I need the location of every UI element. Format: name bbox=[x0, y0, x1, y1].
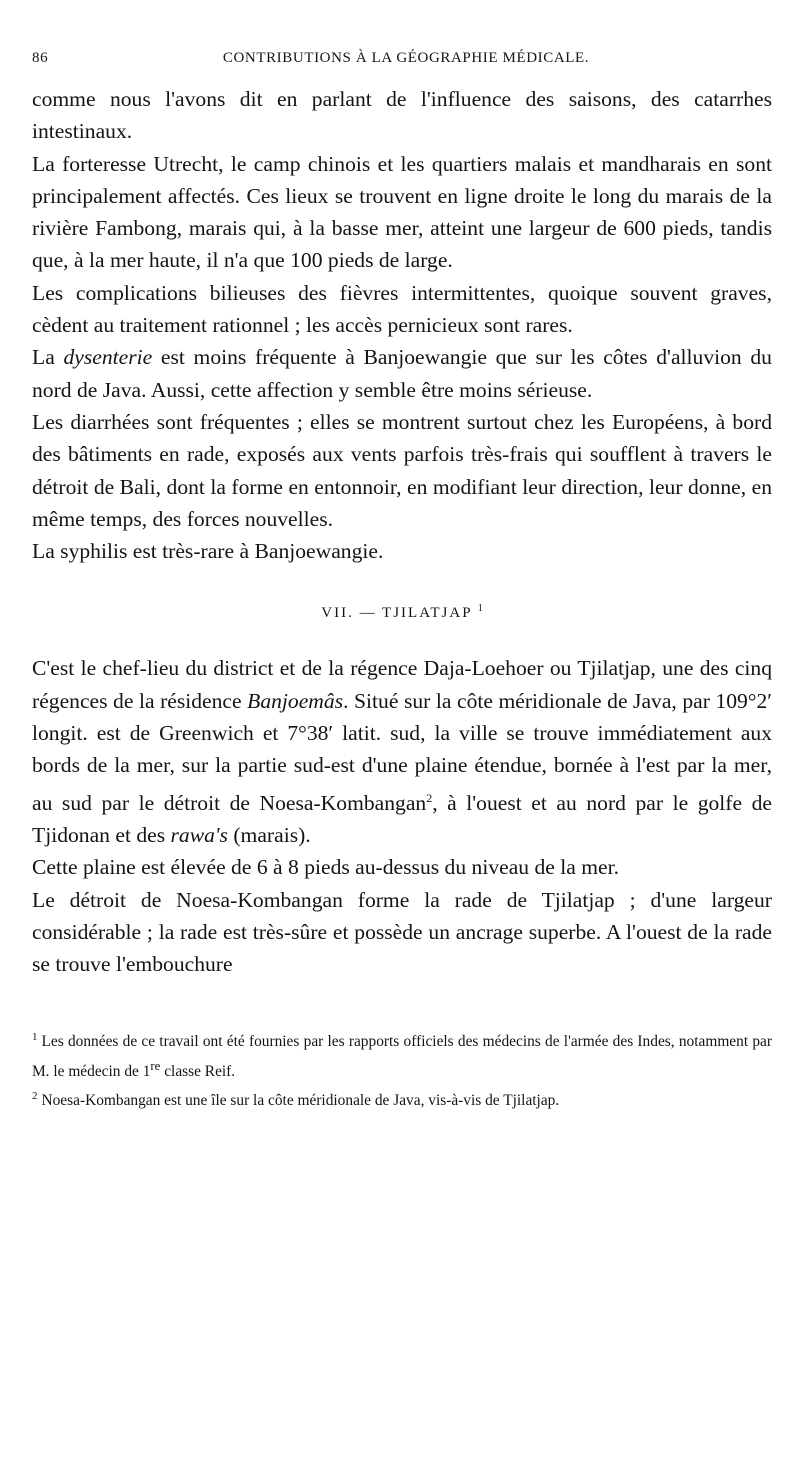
paragraph: Le détroit de Noesa-Kombangan forme la rade de Tjilatjap ; d'une largeur considérable ; la rade est très-sûre et possède un ancrage superbe. A l'ouest de la rade se trouve l'embouchure bbox=[32, 887, 772, 977]
text-span: est moins fréquente à Banjoewangie que sur les côtes d'alluvion du nord de Java. Aussi, cette affection y semble être moins sérieuse. bbox=[32, 345, 772, 402]
text-span: , à l'ouest et au nord par le golfe de Tjidonan et des bbox=[32, 790, 773, 848]
footnote-mark: 2 bbox=[32, 1089, 38, 1102]
footnote bbox=[32, 1025, 772, 1084]
paragraph: La syphilis est très-rare à Banjoewangie. bbox=[32, 539, 384, 564]
page-number: 86 bbox=[32, 50, 49, 66]
italic-term: dysenterie bbox=[63, 345, 153, 370]
footnotes bbox=[32, 1025, 772, 1113]
text-span: . Situé sur la côte méridionale de Java, par 109°2′ longit. est de Greenwich et 7°38′ latit. sud, la ville se trouve immédiatement aux bords de la mer, sur la partie sud-est d'une plaine étendue, bornée à l'est par la mer, au sud par le détroit de Noesa-Kombangan bbox=[32, 688, 772, 815]
footnote-ref: 1 bbox=[477, 603, 483, 615]
footnote bbox=[32, 1084, 772, 1113]
paragraph: comme nous l'avons dit en parlant de l'influence des saisons, des catarrhes intestinaux. bbox=[32, 87, 772, 144]
paragraph: La forteresse Utrecht, le camp chinois et les quartiers malais et mandharais en sont principalement affectés. Ces lieux se trouvent en ligne droite le long du marais de la rivière Fambong, marais qui, à la basse mer, atteint une largeur de 600 pieds, tandis que, à la mer haute, il n'a que 100 pieds de large. bbox=[32, 151, 772, 273]
text-span: La bbox=[32, 345, 64, 370]
superscript: re bbox=[150, 1058, 161, 1073]
footnote-ref: 2 bbox=[426, 790, 433, 805]
footnote-text: classe Reif. bbox=[160, 1062, 236, 1080]
paragraph: Les diarrhées sont fréquentes ; elles se montrent surtout chez les Européens, à bord des bâtiments en rade, exposés aux vents parfois très-frais qui soufflent à travers le détroit de Bali, dont la forme en entonnoir, en modifiant leur direction, leur donne, en même temps, des forces nouvelles. bbox=[32, 409, 772, 531]
section-title: VII. — TJILATJAP bbox=[321, 605, 472, 622]
section-heading bbox=[32, 603, 772, 622]
paragraph-dysenterie bbox=[32, 341, 772, 406]
italic-term: rawa's bbox=[170, 823, 228, 848]
footnote-text: Les données de ce travail ont été fournies par les rapports officiels des médecins de l'armée des Indes, notamment par M. le médecin de 1 bbox=[32, 1032, 772, 1080]
paragraph: Les complications bilieuses des fièvres intermittentes, quoique souvent graves, cèdent au traitement rationnel ; les accès pernicieux sont rares. bbox=[32, 280, 772, 338]
paragraph-tjilatjap bbox=[32, 652, 772, 851]
footnote-mark: 1 bbox=[32, 1030, 38, 1043]
paragraph: Cette plaine est élevée de 6 à 8 pieds au-dessus du niveau de la mer. bbox=[32, 855, 620, 880]
text-span: C'est le chef-lieu du district et de la régence Daja-Loehoer ou Tjilatjap, une des cinq régences de la résidence bbox=[32, 656, 772, 713]
page bbox=[32, 50, 772, 1113]
italic-term: Banjoemâs bbox=[247, 688, 344, 713]
footnote-text: Noesa-Kombangan est une île sur la côte méridionale de Java, vis-à-vis de Tjilatjap. bbox=[41, 1091, 560, 1109]
text-span: (marais). bbox=[227, 823, 311, 848]
running-title: CONTRIBUTIONS À LA GÉOGRAPHIE MÉDICALE. bbox=[222, 50, 590, 66]
page-header bbox=[32, 50, 772, 67]
